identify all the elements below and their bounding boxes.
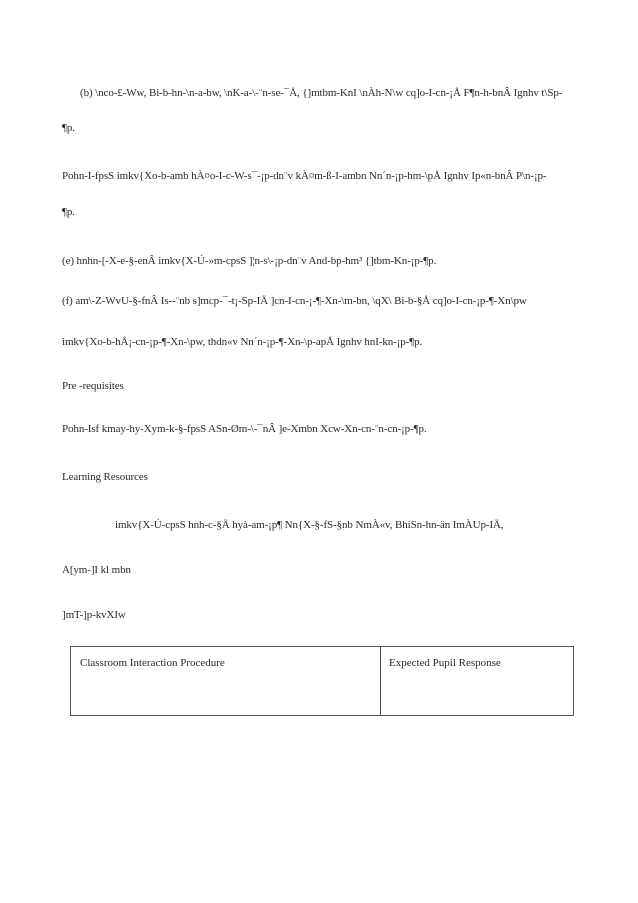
prerequisites-heading: Pre -requisites (62, 380, 124, 392)
resource-item-2: ]mT-]p-kvXIw (62, 609, 126, 621)
resource-item-1: A[ym-]I kl mbn (62, 564, 131, 576)
classroom-interaction-header: Classroom Interaction Procedure (80, 657, 225, 669)
objective-b-continued: ¶p. (62, 122, 75, 134)
learning-resources-text: imkv{X-Ú-cpsS hnh-c-§Ä hyà-am-¡p¶ Nn{X-§-fS-§nb NmÀ«v, BhiSn-hn-än ImÀUp-IÄ, (115, 519, 504, 531)
expected-pupil-response-header: Expected Pupil Response (389, 657, 501, 669)
table-column-divider (380, 647, 381, 715)
learning-resources-heading: Learning Resources (62, 471, 148, 483)
objective-e-text: (e) hnhn-[-X-e-§-enÂ imkv{X-Ú-»m-cpsS ]¦n-s\-¡p-dn¨v And-bp-hm³ {]tbm-Kn-¡p-¶p. (62, 255, 437, 267)
objective-f-continued: imkv{Xo-b-hÅ¡-cn-¡p-¶-Xn-\pw, thdn«v Nn´n-¡p-¶-Xn-\p-apÅ Ignhv hnI-kn-¡p-¶p. (62, 336, 423, 348)
objective-d-text: Pohn-I-fpsS imkv{Xo-b-amb hÀ¤o-I-c-W-s¯-¡p-dn¨v kÀ¤m-ß-I-ambn Nn´n-¡p-hm-\pÅ Ignhv Ip«n-bnÂ P\n-¡p- (62, 170, 547, 182)
prerequisites-text: Pohn-Isf kmay-hy-Xym-k-§-fpsS ASn-Øm-\-¯nÂ ]e-Xmbn Xcw-Xn-cn-¨n-cn-¡p-¶p. (62, 423, 427, 435)
objective-f-text: (f) am\-Z-WvU-§-fnÂ Is--¨nb s]mcp-¯-t¡-Sp-IÄ ]cn-I-cn-¡-¶-Xn-\m-bn, \qX\ Bi-b-§Å cq]o-I-cn-¡p-¶-Xn\pw (62, 295, 527, 307)
objective-b-text: (b) \nco-£-Ww, Bi-b-hn-\n-a-bw, \nK-a-\-¨n-se-¯Å, {]mtbm-KnI \nÀh-N\w cq]o-I-cn-¡Å F¶n-h-bnÂ Ignhv t\Sp- (80, 87, 563, 99)
interaction-table (70, 646, 574, 716)
objective-d-continued: ¶p. (62, 206, 75, 218)
